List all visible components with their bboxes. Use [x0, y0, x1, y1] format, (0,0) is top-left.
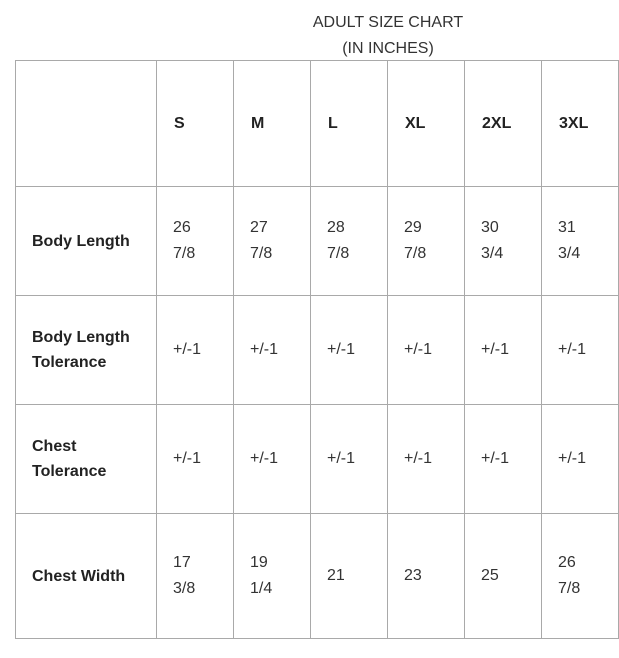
cell-value: +/-1	[173, 450, 202, 467]
cell-value: +/-1	[250, 341, 279, 358]
cell-value: +/-1	[327, 341, 356, 358]
cell-value: 21	[327, 567, 345, 584]
cell-fraction: 7/8	[327, 245, 350, 262]
cell-value: +/-1	[173, 341, 202, 358]
size-header-row	[16, 61, 619, 187]
row-label	[16, 296, 157, 405]
cell-fraction: 3/4	[558, 245, 581, 262]
cell-value: +/-1	[558, 450, 587, 467]
cell-value: +/-1	[558, 341, 587, 358]
table-cell	[234, 405, 311, 514]
row-label-line: Body Length	[32, 232, 130, 250]
row-label-line: Chest	[32, 438, 77, 455]
table-row-body-length	[16, 187, 619, 296]
table-cell	[234, 296, 311, 405]
row-label-line: Tolerance	[32, 354, 107, 371]
cell-fraction: 7/8	[558, 580, 581, 597]
chart-title-line-1: ADULT SIZE CHART	[312, 14, 464, 31]
row-label	[16, 187, 157, 296]
row-label-line: Chest Width	[32, 567, 126, 585]
table-cell	[465, 296, 542, 405]
row-label-line: Tolerance	[32, 463, 107, 480]
size-header-3xl: 3XL	[542, 61, 619, 187]
table-row-body-length-tolerance	[16, 296, 619, 405]
row-label	[16, 514, 157, 639]
cell-fraction: 3/8	[173, 580, 196, 597]
size-header-s: S	[157, 61, 234, 187]
table-cell	[157, 187, 234, 296]
cell-fraction: 7/8	[404, 245, 427, 262]
table-cell	[234, 187, 311, 296]
table-cell	[157, 405, 234, 514]
cell-value: +/-1	[250, 450, 279, 467]
cell-value: +/-1	[404, 450, 433, 467]
cell-value: +/-1	[481, 341, 510, 358]
table-row-chest-width	[16, 514, 619, 639]
cell-value: 19	[250, 554, 268, 571]
cell-value: 25	[481, 567, 499, 584]
table-cell	[542, 514, 619, 639]
table-cell	[157, 514, 234, 639]
cell-fraction: 3/4	[481, 245, 504, 262]
table-cell	[465, 187, 542, 296]
table-cell	[465, 514, 542, 639]
size-header-xl: XL	[388, 61, 465, 187]
cell-value: +/-1	[327, 450, 356, 467]
cell-value: +/-1	[481, 450, 510, 467]
size-header-l: L	[311, 61, 388, 187]
table-cell	[311, 187, 388, 296]
corner-cell	[16, 61, 157, 187]
cell-value: 28	[327, 219, 345, 236]
size-header-2xl: 2XL	[465, 61, 542, 187]
cell-fraction: 1/4	[250, 580, 273, 597]
size-header-m: M	[234, 61, 311, 187]
cell-fraction: 7/8	[250, 245, 273, 262]
table-cell	[311, 296, 388, 405]
cell-value: 23	[404, 567, 422, 584]
table-cell	[388, 514, 465, 639]
table-row-chest-tolerance	[16, 405, 619, 514]
table-cell	[388, 296, 465, 405]
cell-value: 26	[173, 219, 191, 236]
table-cell	[542, 296, 619, 405]
chart-title	[282, 10, 494, 62]
cell-value: 30	[481, 219, 499, 236]
table-cell	[542, 187, 619, 296]
cell-value: 27	[250, 219, 268, 236]
size-chart-table	[15, 60, 619, 639]
cell-value: 17	[173, 554, 191, 571]
cell-value: 26	[558, 554, 576, 571]
table-cell	[311, 514, 388, 639]
cell-value: 29	[404, 219, 422, 236]
chart-title-line-2: (IN INCHES)	[342, 40, 434, 57]
table-cell	[388, 405, 465, 514]
table-cell	[542, 405, 619, 514]
cell-fraction: 7/8	[173, 245, 196, 262]
table-cell	[234, 514, 311, 639]
cell-value: 31	[558, 219, 576, 236]
table-cell	[388, 187, 465, 296]
table-cell	[157, 296, 234, 405]
cell-value: +/-1	[404, 341, 433, 358]
row-label-line: Body Length	[32, 329, 130, 346]
row-label	[16, 405, 157, 514]
table-cell	[465, 405, 542, 514]
table-cell	[311, 405, 388, 514]
